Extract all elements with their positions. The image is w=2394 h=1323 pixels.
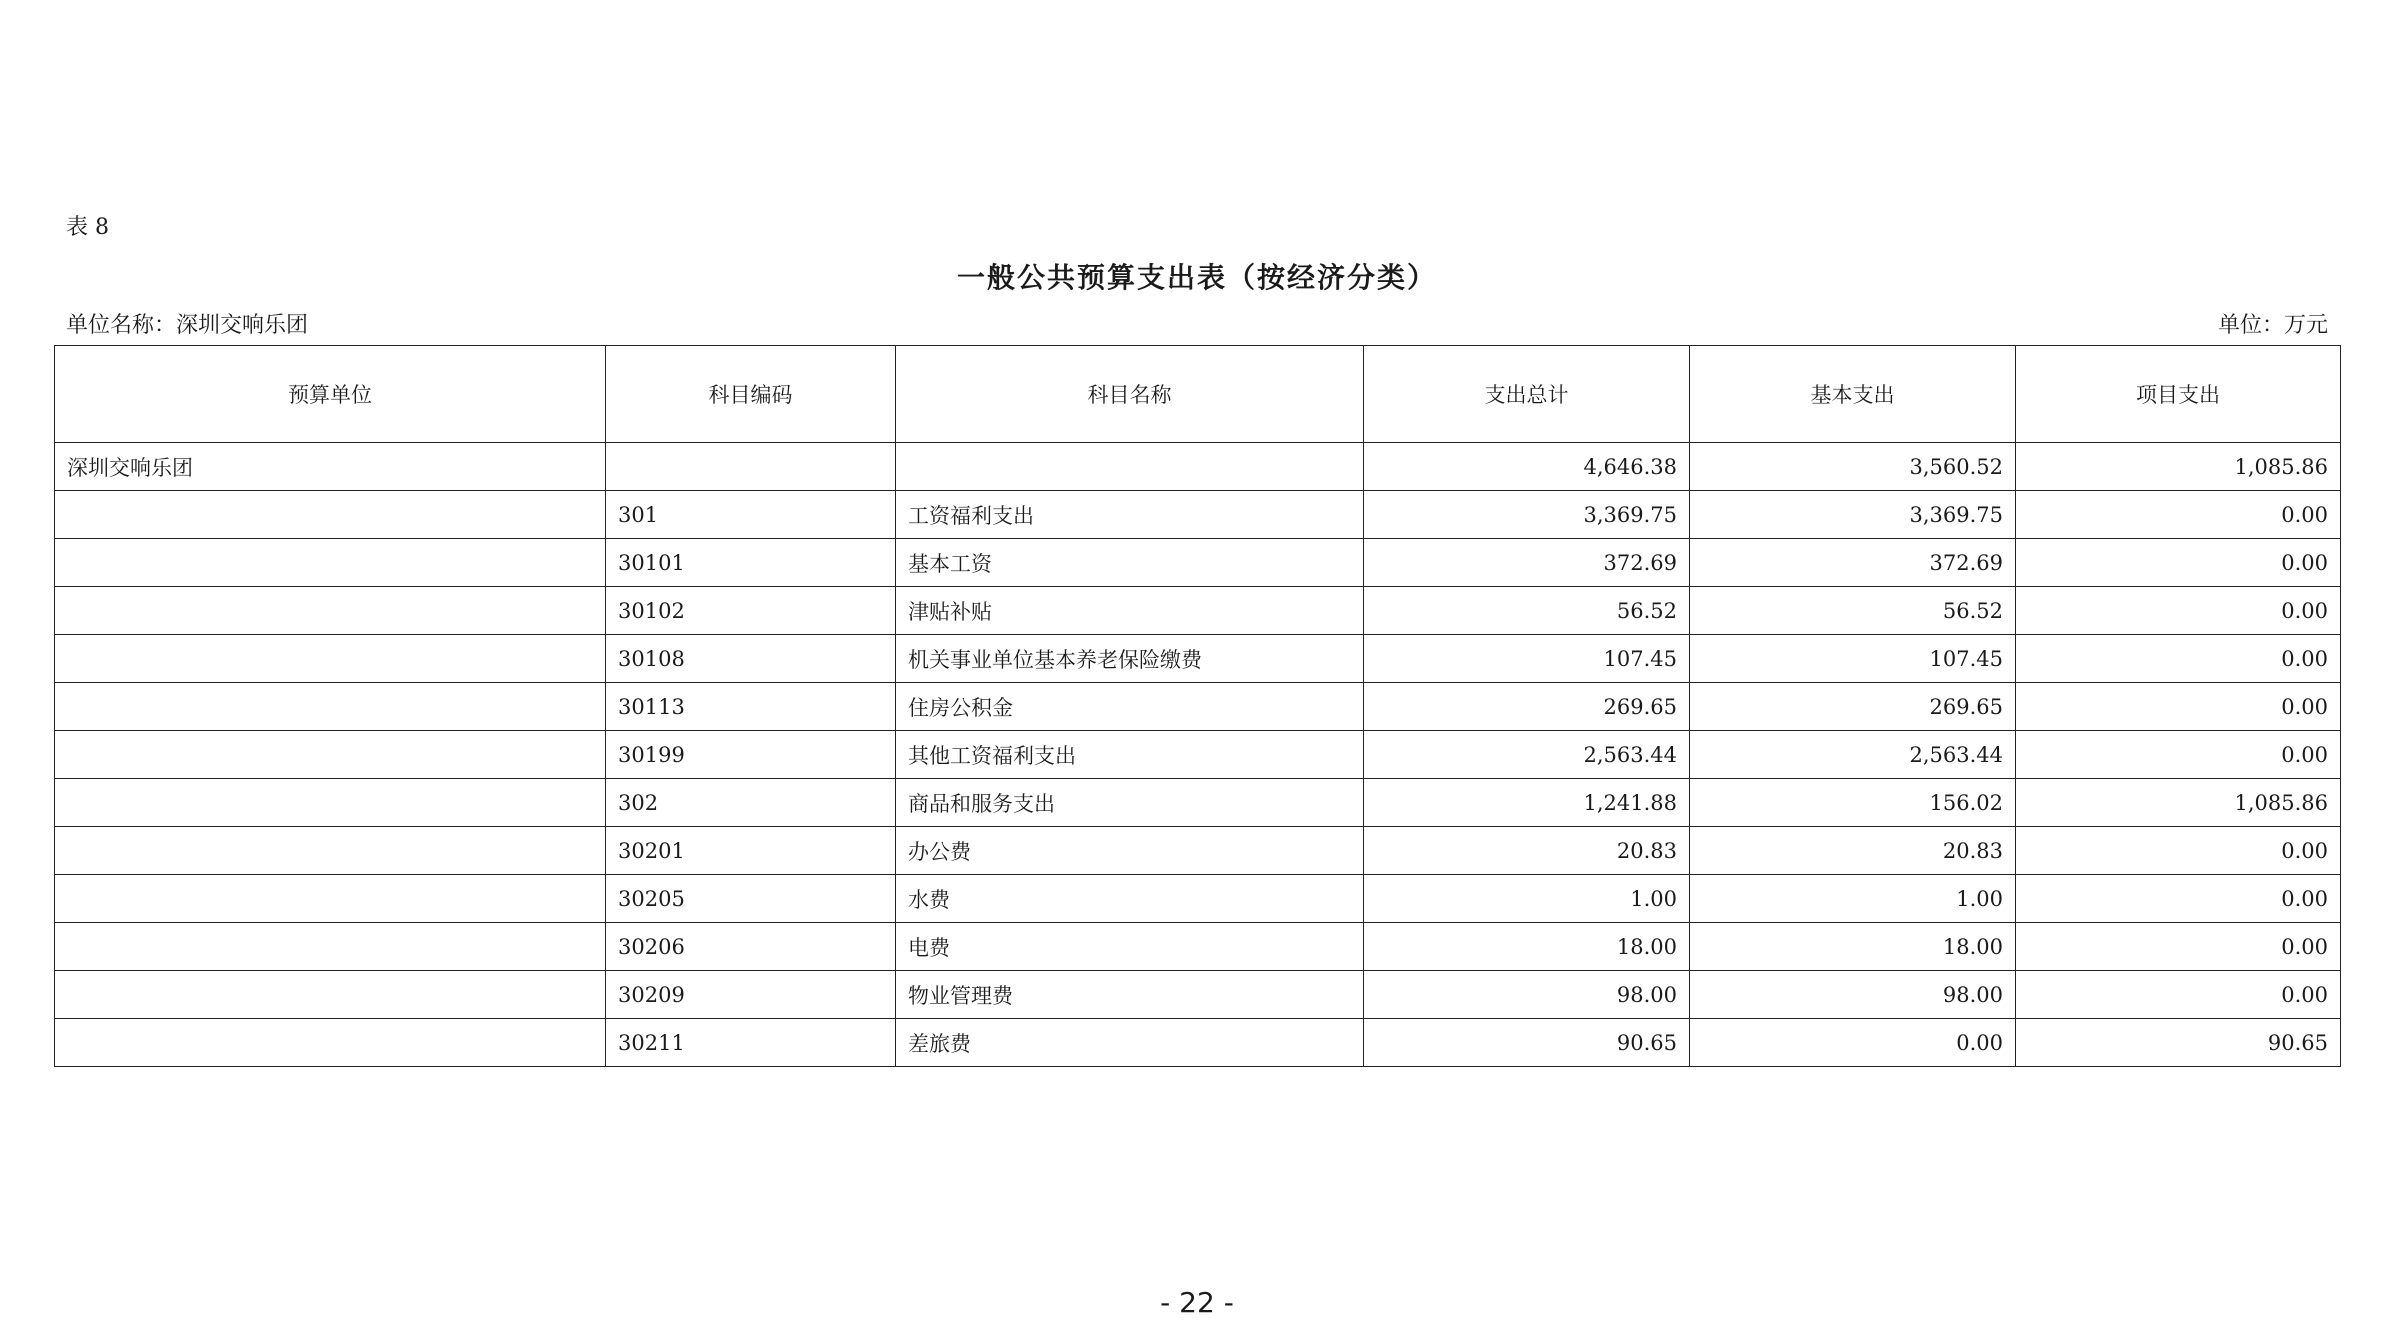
table-cell: 56.52 [1364, 587, 1690, 635]
table-cell: 301 [606, 491, 896, 539]
table-cell: 2,563.44 [1690, 731, 2016, 779]
table-row [55, 635, 2341, 683]
table-cell [55, 875, 606, 923]
table-cell: 0.00 [2016, 683, 2341, 731]
table-cell: 0.00 [2016, 539, 2341, 587]
table-cell [55, 827, 606, 875]
table-cell: 物业管理费 [896, 971, 1364, 1019]
table-cell: 20.83 [1690, 827, 2016, 875]
table-cell: 住房公积金 [896, 683, 1364, 731]
table-number: 表 8 [66, 215, 109, 240]
table-body [55, 443, 2341, 1067]
table-cell: 372.69 [1690, 539, 2016, 587]
column-header: 预算单位 [55, 346, 606, 443]
table-cell: 3,369.75 [1364, 491, 1690, 539]
table-cell: 0.00 [2016, 587, 2341, 635]
table-cell: 30201 [606, 827, 896, 875]
table-cell: 269.65 [1364, 683, 1690, 731]
unit-name: 单位名称：深圳交响乐团 [66, 313, 309, 338]
table-row [55, 923, 2341, 971]
table-cell [55, 923, 606, 971]
table-cell: 30113 [606, 683, 896, 731]
column-header: 基本支出 [1690, 346, 2016, 443]
table-cell: 工资福利支出 [896, 491, 1364, 539]
table-row [55, 875, 2341, 923]
table-row [55, 539, 2341, 587]
table-row [55, 731, 2341, 779]
table-cell: 1.00 [1364, 875, 1690, 923]
table-cell: 30199 [606, 731, 896, 779]
table-cell: 18.00 [1364, 923, 1690, 971]
table-cell [55, 683, 606, 731]
table-cell: 4,646.38 [1364, 443, 1690, 491]
table-row [55, 683, 2341, 731]
table-cell: 30211 [606, 1019, 896, 1067]
table-cell: 30206 [606, 923, 896, 971]
table-cell: 302 [606, 779, 896, 827]
table-cell: 差旅费 [896, 1019, 1364, 1067]
table-row [55, 587, 2341, 635]
table-cell [55, 587, 606, 635]
table-cell: 0.00 [1690, 1019, 2016, 1067]
table-cell: 0.00 [2016, 875, 2341, 923]
table-cell: 1,085.86 [2016, 779, 2341, 827]
column-header: 支出总计 [1364, 346, 1690, 443]
column-header: 项目支出 [2016, 346, 2341, 443]
column-header: 科目编码 [606, 346, 896, 443]
table-cell: 0.00 [2016, 731, 2341, 779]
table-cell: 20.83 [1364, 827, 1690, 875]
table-cell: 98.00 [1364, 971, 1690, 1019]
table-cell: 107.45 [1690, 635, 2016, 683]
table-cell: 机关事业单位基本养老保险缴费 [896, 635, 1364, 683]
table-cell: 商品和服务支出 [896, 779, 1364, 827]
table-row [55, 443, 2341, 491]
table-cell [55, 491, 606, 539]
table-cell: 1,241.88 [1364, 779, 1690, 827]
table-cell: 0.00 [2016, 827, 2341, 875]
table-cell: 269.65 [1690, 683, 2016, 731]
unit-label: 单位：万元 [2217, 313, 2328, 338]
table-cell: 156.02 [1690, 779, 2016, 827]
page-number: - 22 - [1160, 1286, 1234, 1319]
table-cell: 0.00 [2016, 923, 2341, 971]
page-title: 一般公共预算支出表（按经济分类） [956, 261, 1437, 294]
table-cell: 30209 [606, 971, 896, 1019]
column-header: 科目名称 [896, 346, 1364, 443]
table-row [55, 491, 2341, 539]
table-row [55, 971, 2341, 1019]
table-header-row [55, 346, 2341, 443]
table-cell: 0.00 [2016, 491, 2341, 539]
budget-table [54, 345, 2341, 1067]
table-cell [55, 1019, 606, 1067]
table-cell: 办公费 [896, 827, 1364, 875]
table-cell: 18.00 [1690, 923, 2016, 971]
table-cell: 30205 [606, 875, 896, 923]
table-cell: 56.52 [1690, 587, 2016, 635]
table-cell [55, 779, 606, 827]
table-cell: 其他工资福利支出 [896, 731, 1364, 779]
table-cell: 电费 [896, 923, 1364, 971]
table-cell: 30102 [606, 587, 896, 635]
table-cell: 1.00 [1690, 875, 2016, 923]
table-cell: 3,560.52 [1690, 443, 2016, 491]
table-cell: 98.00 [1690, 971, 2016, 1019]
table-row [55, 827, 2341, 875]
table-cell [55, 635, 606, 683]
table-cell: 2,563.44 [1364, 731, 1690, 779]
table-cell [896, 443, 1364, 491]
table-cell: 0.00 [2016, 635, 2341, 683]
table-cell: 0.00 [2016, 971, 2341, 1019]
table-cell: 372.69 [1364, 539, 1690, 587]
table-cell: 3,369.75 [1690, 491, 2016, 539]
table-row [55, 1019, 2341, 1067]
table-cell: 1,085.86 [2016, 443, 2341, 491]
table-cell: 90.65 [2016, 1019, 2341, 1067]
table-cell: 30101 [606, 539, 896, 587]
table-cell [55, 971, 606, 1019]
table-cell [55, 539, 606, 587]
table-cell: 深圳交响乐团 [55, 443, 606, 491]
table-cell: 30108 [606, 635, 896, 683]
table-cell: 90.65 [1364, 1019, 1690, 1067]
table-row [55, 779, 2341, 827]
table-cell [55, 731, 606, 779]
table-cell: 津贴补贴 [896, 587, 1364, 635]
table-cell: 107.45 [1364, 635, 1690, 683]
table-cell [606, 443, 896, 491]
table-cell: 基本工资 [896, 539, 1364, 587]
table-cell: 水费 [896, 875, 1364, 923]
